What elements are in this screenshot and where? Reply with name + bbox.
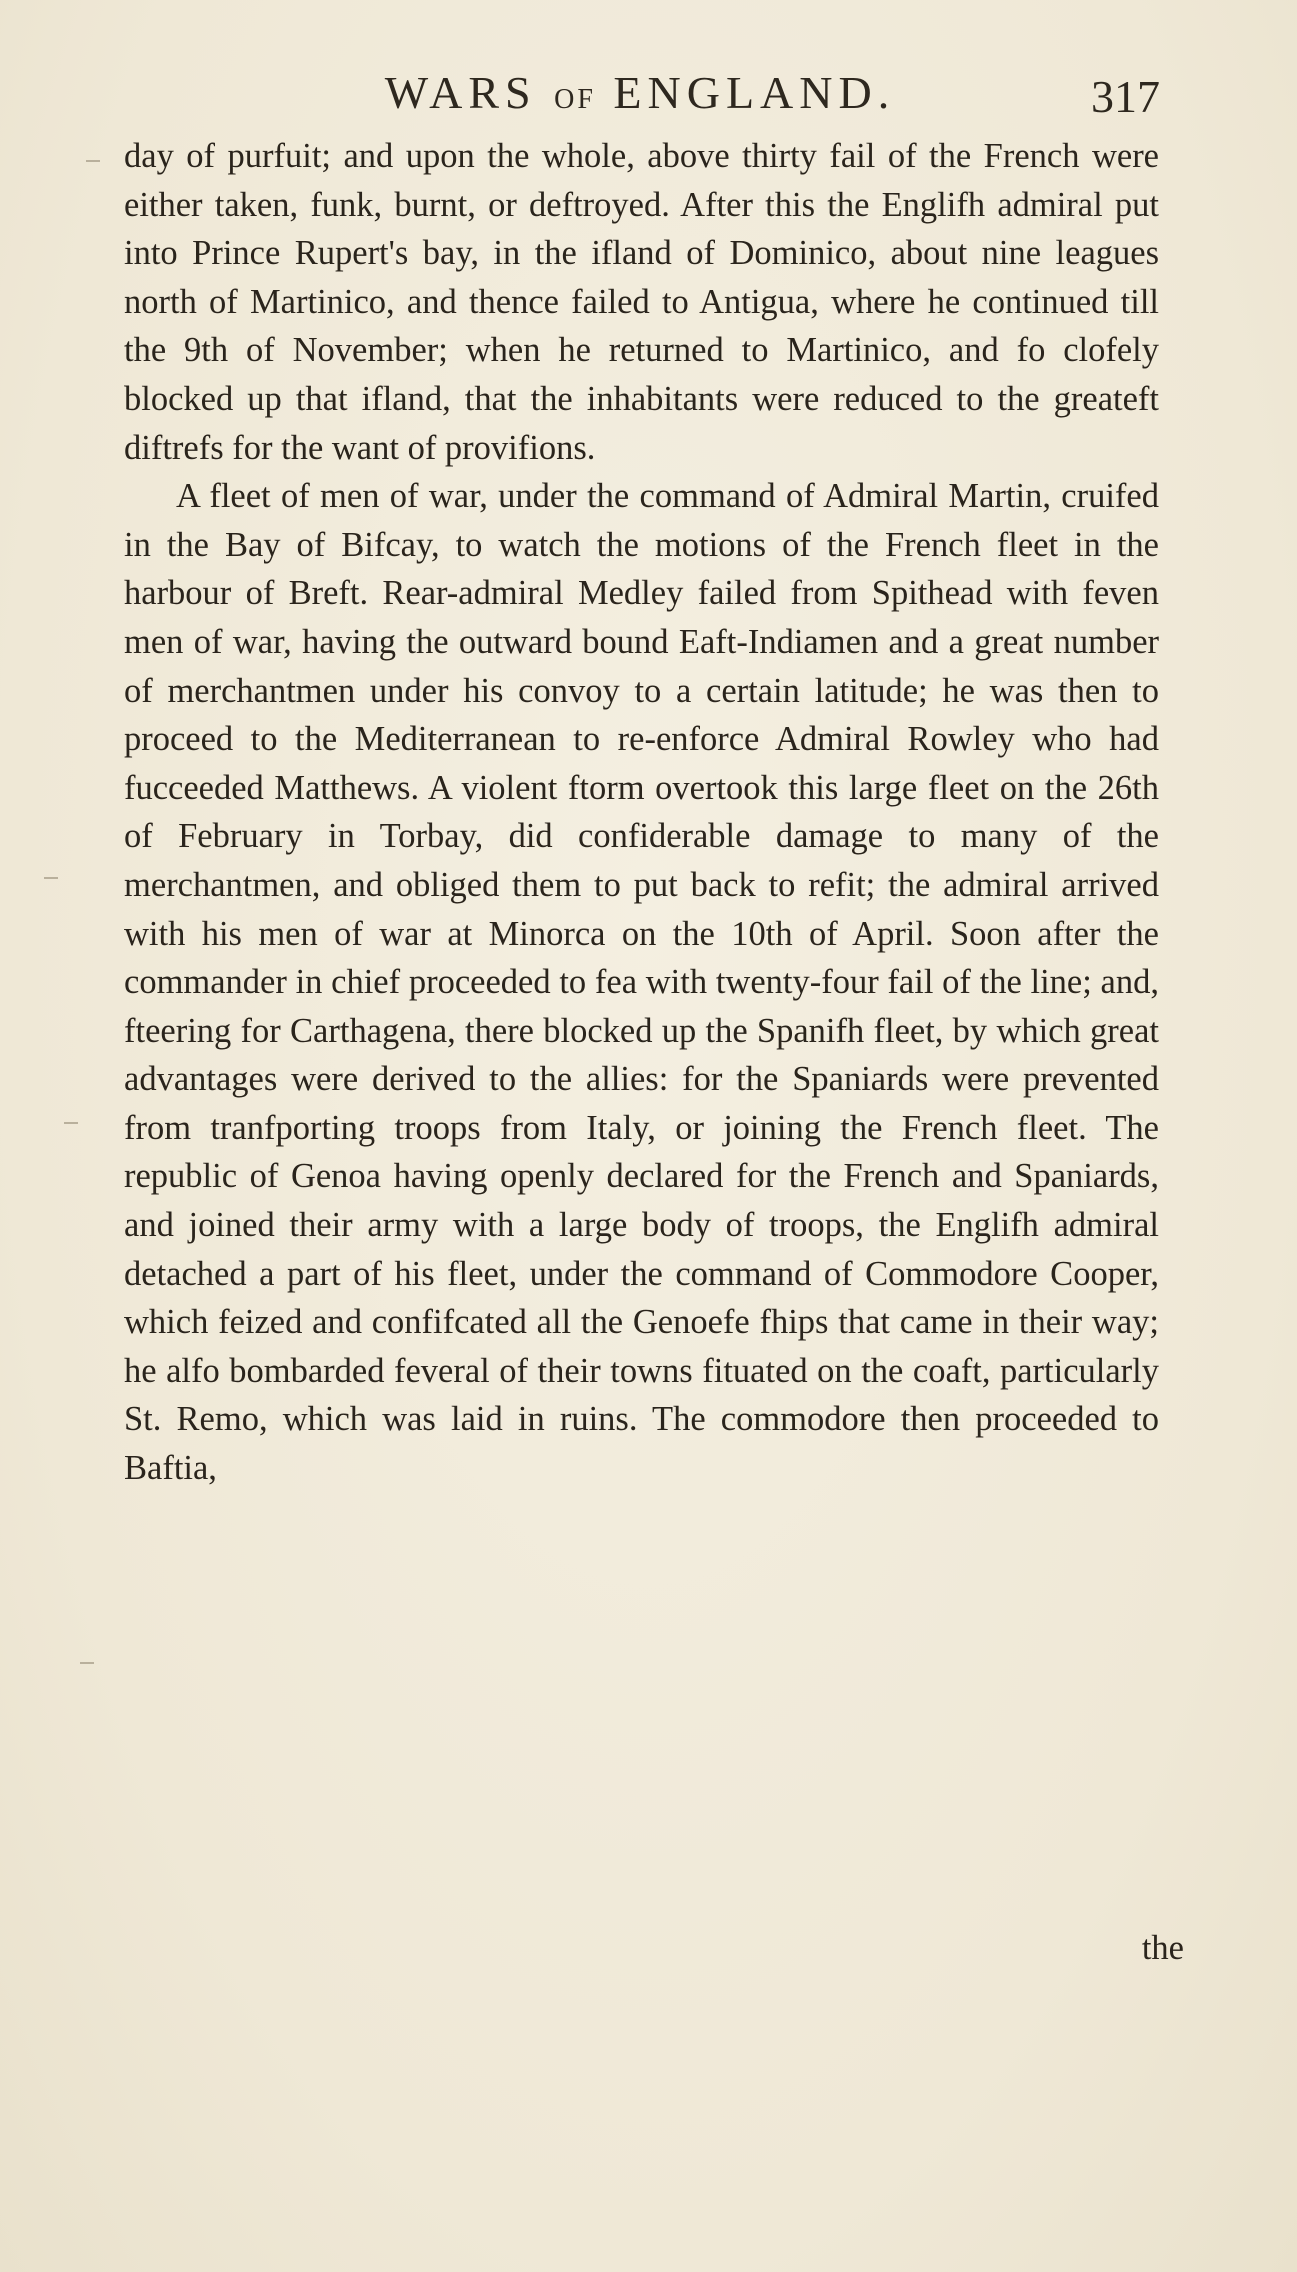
margin-mark	[86, 160, 100, 162]
margin-mark	[44, 877, 58, 879]
running-head	[120, 62, 1160, 132]
margin-mark	[64, 1122, 78, 1124]
paragraph-2: A fleet of men of war, under the command of Admiral Martin, cruifed in the Bay of Bifcay, to watch the motions of the French fleet in the harbour of Breft. Rear-admiral Medley failed from Spithead with feven men of war, having the outward bound Eaft-Indiamen and a great number of merchantmen under his convoy to a certain latitude; he was then to proceed to the Mediterranean to re-enforce Admiral Rowley who had fucceeded Matthews. A violent ftorm overtook this large fleet on the 26th of February in Torbay, did confiderable damage to many of the merchantmen, and obliged them to put back to refit; the admiral arrived with his men of war at Minorca on the 10th of April. Soon after the commander in chief proceeded to fea with twenty-four fail of the line; and, fteering for Carthagena, there blocked up the Spanifh fleet, by which great advantages were derived to the allies: for the Spaniards were prevented from tranfporting troops from Italy, or joining the French fleet. The republic of Genoa having openly declared for the French and Spaniards, and joined their army with a large body of troops, the Englifh admiral detached a part of his fleet, under the command of Commodore Cooper, which feized and confifcated all the Genoefe fhips that came in their way; he alfo bombarded feveral of their towns fituated on the coaft, particularly St. Remo, which was laid in ruins. The commodore then proceeded to Baftia,	[124, 477, 1159, 1488]
body-text	[124, 132, 1159, 1493]
title-word-wars: WARS	[384, 67, 537, 118]
page-number: 317	[1091, 71, 1160, 122]
paragraph-1: day of purfuit; and upon the whole, above thirty fail of the French were either taken, funk, burnt, or deftroyed. After this the Englifh admiral put into Prince Rupert's bay, in the ifland of Dominico, about nine leagues north of Martinico, and thence failed to Antigua, where he continued till the 9th of November; when he returned to Martinico, and fo clofely blocked up that ifland, that the inhabitants were reduced to the greateft diftrefs for the want of provifions.	[124, 137, 1159, 467]
title-word-of: OF	[554, 84, 596, 115]
title-word-england: ENGLAND.	[613, 67, 896, 118]
margin-mark	[80, 1662, 94, 1664]
running-title	[120, 66, 1160, 119]
catchword: the	[1141, 1929, 1184, 1967]
